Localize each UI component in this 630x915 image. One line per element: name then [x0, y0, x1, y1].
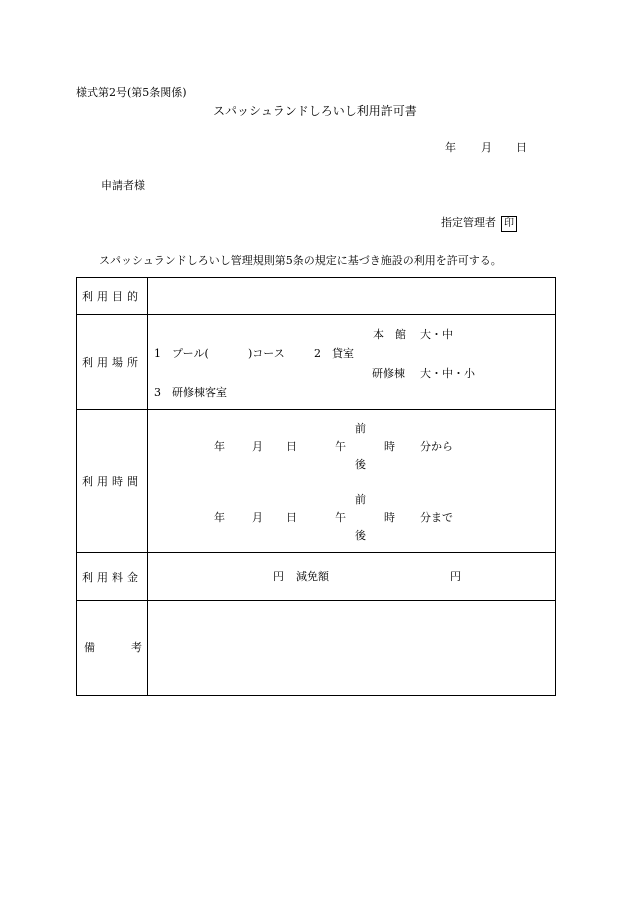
time-value	[148, 410, 556, 553]
fee-label: 利用料金	[77, 553, 148, 601]
remarks-row	[77, 601, 556, 696]
from-month: 月	[252, 440, 263, 453]
discount-label: 減免額	[296, 570, 329, 583]
remarks-label-left: 備	[84, 641, 95, 654]
addressee: 申請者様	[101, 179, 145, 192]
fee-value	[148, 553, 556, 601]
issuer-label: 指定管理者	[441, 216, 496, 229]
body-text: スパッシュランドしろいし管理規則第5条の規定に基づき施設の利用を許可する。	[99, 254, 502, 267]
place-value	[148, 315, 556, 410]
date-day: 日	[516, 141, 527, 154]
guest-room: 3 研修棟客室	[154, 386, 227, 399]
from-minute: 分から	[420, 440, 453, 453]
to-day: 日	[286, 511, 297, 524]
form-number: 様式第2号(第5条関係)	[76, 86, 187, 99]
purpose-value	[148, 278, 556, 315]
to-hour: 時	[384, 511, 395, 524]
to-am: 前	[355, 493, 366, 506]
honkan-label: 本 館	[373, 328, 406, 341]
date-year: 年	[445, 141, 456, 154]
from-am: 前	[355, 422, 366, 435]
remarks-label-right: 考	[131, 641, 142, 654]
rental-room: 2 貸室	[314, 347, 354, 360]
to-year: 年	[214, 511, 225, 524]
time-row	[77, 410, 556, 553]
honkan-options: 大・中	[420, 328, 453, 341]
document-title: スパッシュランドしろいし利用許可書	[213, 104, 417, 118]
place-row	[77, 315, 556, 410]
discount-yen: 円	[450, 570, 461, 583]
date-month: 月	[481, 141, 492, 154]
issuer	[441, 216, 517, 232]
fee-row	[77, 553, 556, 601]
pool-course-prefix: 1 プール(	[154, 347, 209, 360]
seal-mark: 印	[501, 216, 517, 232]
purpose-row	[77, 278, 556, 315]
pool-course-suffix: )コース	[248, 347, 285, 360]
to-month: 月	[252, 511, 263, 524]
place-label: 利用場所	[77, 315, 148, 410]
from-day: 日	[286, 440, 297, 453]
from-hour: 時	[384, 440, 395, 453]
kenshu-label: 研修棟	[372, 367, 405, 380]
permit-table	[76, 277, 556, 696]
from-year: 年	[214, 440, 225, 453]
to-pm: 後	[355, 529, 366, 542]
to-minute: 分まで	[420, 511, 453, 524]
remarks-value	[148, 601, 556, 696]
remarks-label	[77, 601, 148, 696]
to-noon: 午	[335, 511, 346, 524]
from-noon: 午	[335, 440, 346, 453]
time-label: 利用時間	[77, 410, 148, 553]
fee-yen: 円	[273, 570, 284, 583]
purpose-label: 利用目的	[77, 278, 148, 315]
kenshu-options: 大・中・小	[420, 367, 475, 380]
from-pm: 後	[355, 458, 366, 471]
